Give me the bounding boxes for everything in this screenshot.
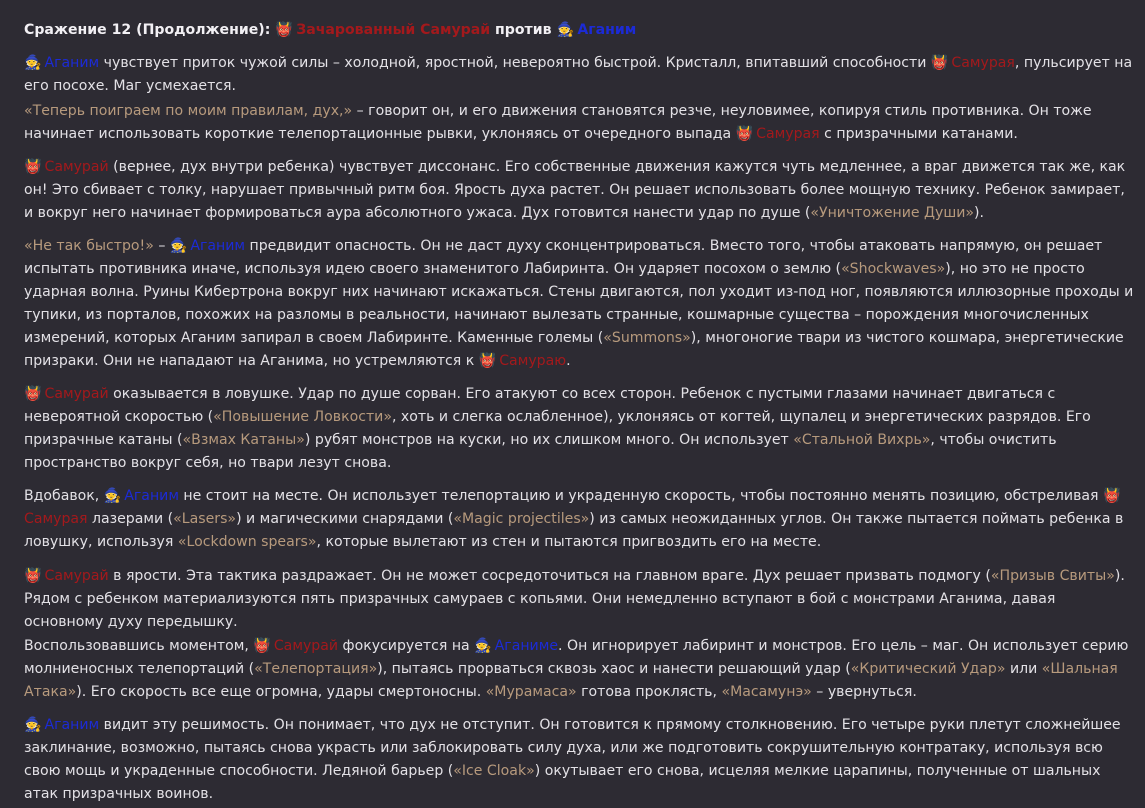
aghanim-mage-icon: 🧙 (103, 488, 122, 504)
aghanim-name: Аганим (119, 488, 179, 504)
samurai-name: Самурая (946, 55, 1015, 71)
samurai-name: Самурай (40, 568, 109, 584)
samurai-name: Зачарованный Самурай (296, 22, 491, 38)
paragraph-text: ). Его скорость все еще огромна, удары смертоносны. (76, 684, 486, 700)
aghanim-mage-icon: 🧙 (474, 638, 492, 654)
battle-heading (24, 19, 1134, 42)
samurai-name: Самурая (751, 126, 820, 142)
samurai-demon-icon: 👹 (24, 568, 42, 584)
paragraph-text: , пульсирует на его посохе. Маг усмехается. (24, 55, 1133, 94)
quoted-phrase: «Magic projectiles» (453, 511, 590, 527)
paragraph-text: в ярости. Эта тактика раздражает. Он не может сосредоточиться на главном враге. Дух решает призвать подмогу ( (108, 568, 991, 584)
quoted-phrase: «Lockdown spears» (177, 534, 317, 550)
paragraph (24, 156, 1134, 225)
paragraph-text: ), пытаясь прорваться сквозь хаос и нанести решающий удар ( (377, 661, 851, 677)
heading-versus: против (490, 22, 557, 38)
paragraph-text: (вернее, дух внутри ребенка) чувствует диссонанс. Его собственные движения кажутся чуть медленнее, а враг движется так же, как он! Это сбивает с толку, нарушает привычный ритм боя. Ярость духа растет. Он решает использовать более мощную технику. Ребенок замирает, и вокруг него начинает формироваться аура абсолютного ужаса. Дух готовится нанести удар по душе ( (24, 159, 1126, 221)
paragraph-text: – (153, 238, 170, 254)
quoted-phrase: «Уничтожение Души» (810, 205, 975, 221)
paragraph-text: , которые вылетают из стен и пытаются пригвоздить его на месте. (316, 534, 822, 550)
aghanim-name: Аганим (185, 238, 246, 254)
samurai-demon-icon: 👹 (1102, 488, 1121, 504)
paragraph-text: не стоит на месте. Он использует телепортацию и украденную скорость, чтобы постоянно менять позицию, обстреливая (178, 488, 1103, 504)
samurai-name: Самурая (24, 511, 88, 527)
aghanim-name: Аганим (40, 55, 100, 71)
samurai-demon-icon: 👹 (24, 386, 42, 402)
quoted-phrase: «Ice Cloak» (453, 763, 535, 779)
quoted-phrase: «Summons» (603, 330, 691, 346)
quoted-phrase: «Теперь поиграем по моим правилам, дух,» (24, 103, 353, 119)
paragraph-text: – увернуться. (811, 684, 917, 700)
samurai-demon-icon: 👹 (478, 353, 497, 369)
quoted-phrase: «Повышение Ловкости» (213, 409, 392, 425)
aghanim-name: Аганиме (490, 638, 559, 654)
paragraph-text: Воспользовавшись моментом, (24, 638, 254, 654)
quoted-phrase: «Критический Удар» (850, 661, 1006, 677)
paragraph (24, 565, 1134, 634)
quoted-phrase: «Взмах Катаны» (182, 432, 305, 448)
aghanim-mage-icon: 🧙 (169, 238, 188, 254)
paragraph-text: . Он игнорирует лабиринт и монстров. Его цель – маг. Он использует серию молниеносных телепортаций ( (24, 638, 1129, 677)
quoted-phrase: «Не так быстро!» (24, 238, 154, 254)
paragraph-text: . (566, 353, 571, 369)
paragraph-text: ) и магическими снарядами ( (236, 511, 454, 527)
paragraph-text: Вдобавок, (24, 488, 104, 504)
paragraph-text: ). Рядом с ребенком материализуются пять призрачных самураев с копьями. Они немедленно вступают в бой с монстрами Аганима, давая основному духу передышку. (24, 568, 1125, 630)
paragraph-text: чувствует приток чужой силы – холодной, яростной, невероятно быстрой. Кристалл, впитавший способности (99, 55, 931, 71)
quoted-phrase: «Мурамаса» (485, 684, 577, 700)
paragraph (24, 635, 1134, 704)
samurai-name: Самураю (494, 353, 567, 369)
paragraph (24, 52, 1134, 98)
aghanim-mage-icon: 🧙 (24, 717, 42, 733)
samurai-demon-icon: 👹 (275, 22, 293, 38)
paragraph-text: оказывается в ловушке. Удар по душе сорван. Его атакуют со всех сторон. Ребенок с пустыми глазами начинает двигаться с невероятной скоростью ( (24, 386, 1056, 425)
quoted-phrase: «Масамунэ» (721, 684, 812, 700)
paragraph-text: , хоть и слегка ослабленное), уклоняясь от когтей, щупалец и энергетических разрядов. Его призрачные катаны ( (24, 409, 1091, 448)
paragraph-text: ) из самых неожиданных углов. Он также пытается поймать ребенка в ловушку, используя (24, 511, 1124, 550)
paragraph-text: или (1005, 661, 1042, 677)
paragraph-text: с призрачными катанами. (819, 126, 1018, 142)
quoted-phrase: «Shockwaves» (841, 261, 946, 277)
heading-prefix: Сражение 12 (Продолжение): (24, 22, 276, 38)
aghanim-mage-icon: 🧙 (556, 22, 574, 38)
paragraph (24, 383, 1134, 475)
quoted-phrase: «Телепортация» (254, 661, 378, 677)
paragraph (24, 485, 1134, 554)
paragraph-text: ), но это не просто ударная волна. Руины Кибертрона вокруг них начинают искажаться. Стены двигаются, пол уходит из-под ног, появляются иллюзорные проходы и тупики, из порталов, похожих на разломы в реальности, начинают вылезать странные, кошмарные существа – порождения многочисленных измерений, которых Аганим запирал в своем Лабиринте. Каменные големы ( (24, 261, 1134, 346)
quoted-phrase: «Призыв Свиты» (990, 568, 1115, 584)
paragraph (24, 714, 1134, 806)
samurai-demon-icon: 👹 (253, 638, 271, 654)
quoted-phrase: «Стальной Вихрь» (793, 432, 931, 448)
samurai-demon-icon: 👹 (24, 159, 42, 175)
samurai-name: Самурай (40, 159, 109, 175)
paragraph-text: , чтобы очистить пространство вокруг себя, но твари лезут снова. (24, 432, 1057, 471)
samurai-name: Самурай (40, 386, 109, 402)
paragraph-text: видит эту решимость. Он понимает, что дух не отступит. Он готовится к прямому столкновению. Его четыре руки плетут сложнейшее заклинание, возможно, пытаясь снова украсть или заблокировать силу духа, или же подготовить сокрушительную контратаку, используя всю свою мощь и украденные способности. Ледяной барьер ( (24, 717, 1121, 779)
samurai-demon-icon: 👹 (735, 126, 754, 142)
paragraph-text: – говорит он, и его движения становятся резче, неуловимее, копируя стиль противника. Он тоже начинает использовать короткие телепортационные рывки, уклоняясь от очередного выпада (24, 103, 1092, 142)
paragraph-text: ), многоногие твари из чистого кошмара, энергетические призраки. Они не нападают на Аганима, но устремляются к (24, 330, 1124, 369)
paragraph (24, 235, 1134, 373)
aghanim-name: Аганим (40, 717, 100, 733)
aghanim-name: Аганим (577, 22, 637, 38)
paragraph-text: ) рубят монстров на куски, но их слишком много. Он использует (304, 432, 794, 448)
quoted-phrase: «Lasers» (173, 511, 237, 527)
paragraph (24, 100, 1134, 146)
samurai-demon-icon: 👹 (930, 55, 949, 71)
paragraph-text: ) окутывает его снова, исцеляя мелкие царапины, полученные от шальных атак призрачных воинов. (24, 763, 1101, 802)
paragraph-text: готова проклясть, (576, 684, 722, 700)
paragraph-text: предвидит опасность. Он не даст духу сконцентрироваться. Вместо того, чтобы атаковать напрямую, он решает испытать противника иначе, используя идею своего знаменитого Лабиринта. Он ударяет посохом о землю ( (24, 238, 1103, 277)
paragraph-text: лазерами ( (87, 511, 174, 527)
paragraph-text: ). (974, 205, 985, 221)
aghanim-mage-icon: 🧙 (24, 55, 42, 71)
paragraph-text: фокусируется на (338, 638, 475, 654)
samurai-name: Самурай (269, 638, 339, 654)
quoted-phrase: «Шальная Атака» (24, 661, 1118, 700)
